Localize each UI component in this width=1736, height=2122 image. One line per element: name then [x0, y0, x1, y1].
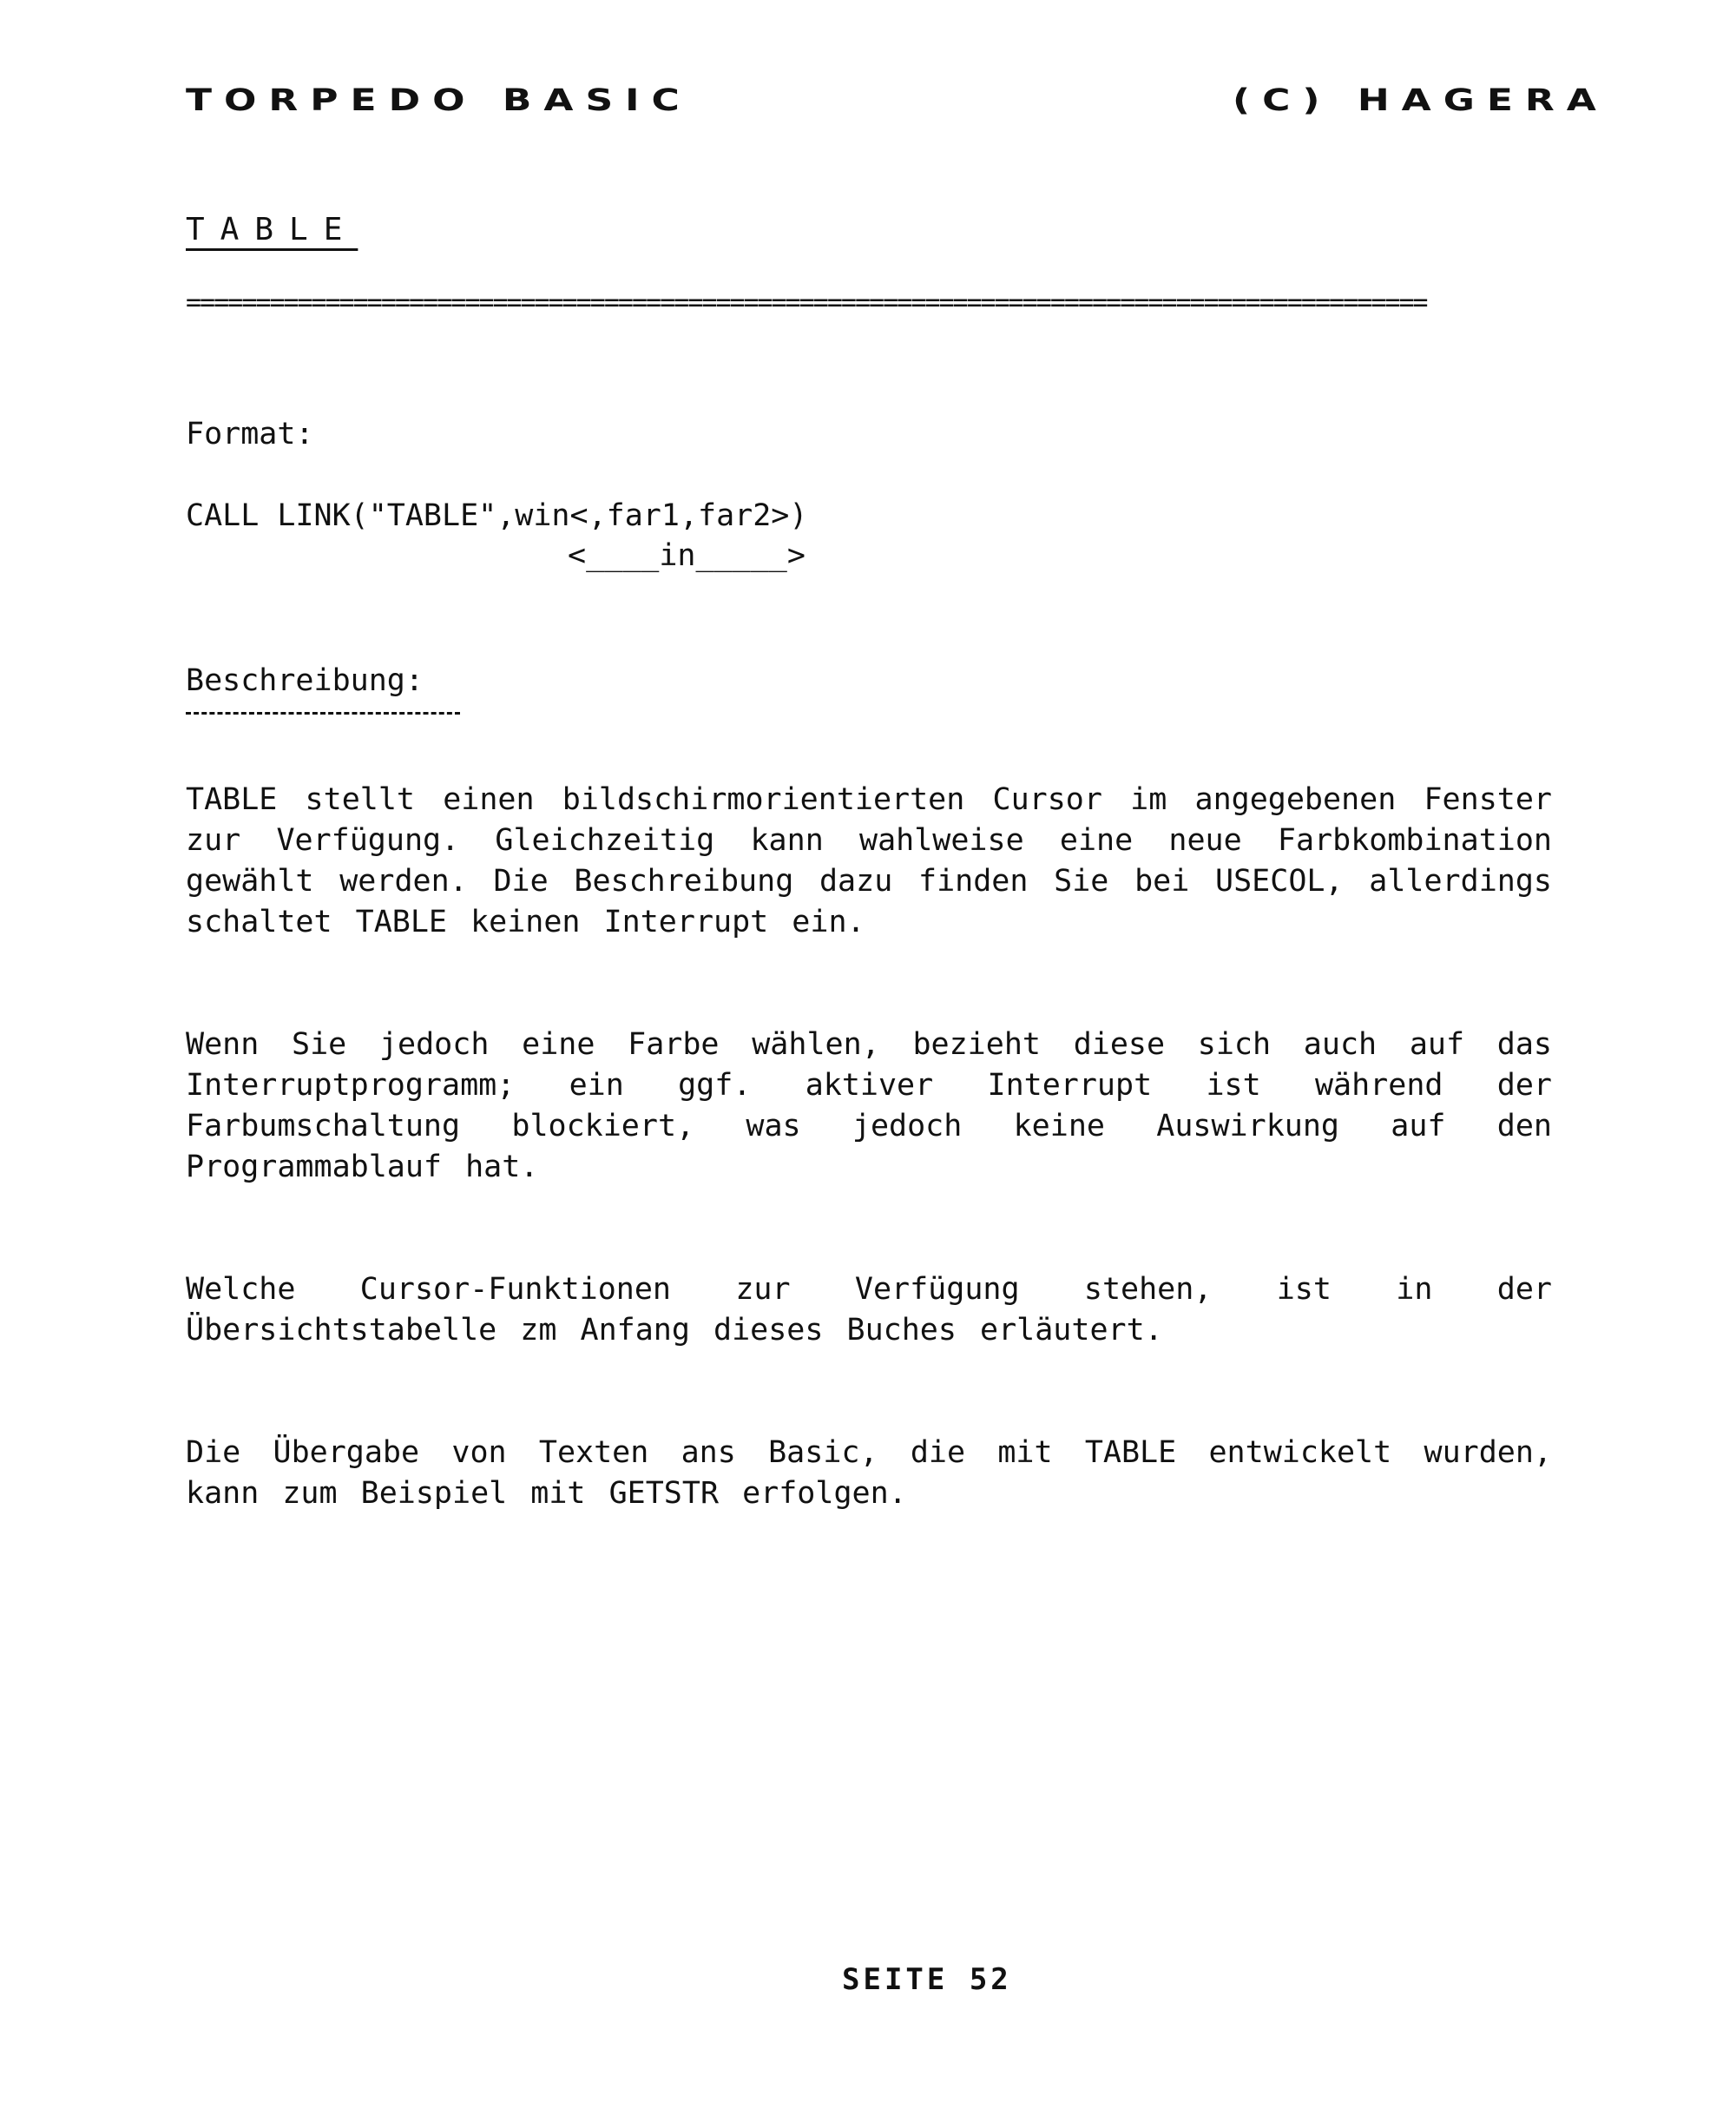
- double-rule-divider: =========================================================================================: [186, 295, 1427, 311]
- header-title: TORPEDO BASIC: [186, 83, 692, 118]
- paragraph-4: Die Übergabe von Texten ans Basic, die mit TABLE entwickelt wurden, kann zum Beispiel mit GETSTR erfolgen.: [186, 1435, 1552, 1511]
- paragraph-3: Welche Cursor-Funktionen zur Verfügung stehen, ist in der Übersichtstabelle zm Anfang dieses Buches erläutert.: [186, 1272, 1552, 1348]
- paragraph-2: Wenn Sie jedoch eine Farbe wählen, bezieht diese sich auch auf das Interruptprogramm; ein ggf. aktiver Interrupt ist während der Farbumschaltung blockiert, was jedoch keine Auswirkung auf den Programmablauf hat.: [186, 1027, 1552, 1184]
- section-title: TABLE: [186, 212, 358, 247]
- format-code-sub: <____in_____>: [568, 538, 806, 573]
- page-number: SEITE 52: [842, 1962, 1012, 1997]
- description-label: Beschreibung:: [186, 663, 424, 698]
- header-copyright: (C) HAGERA: [1233, 83, 1608, 118]
- paragraph-1: TABLE stellt einen bildschirmorientierten Cursor im angegebenen Fenster zur Verfügung. Gleichzeitig kann wahlweise eine neue Farbkombination gewählt werden. Die Beschreibung dazu finden Sie bei USECOL, allerdings schaltet TABLE keinen Interrupt ein.: [186, 782, 1552, 939]
- description-label-underline: [186, 712, 460, 715]
- format-label: Format:: [186, 417, 314, 451]
- format-code-line: CALL LINK("TABLE",win<,far1,far2>): [186, 498, 808, 533]
